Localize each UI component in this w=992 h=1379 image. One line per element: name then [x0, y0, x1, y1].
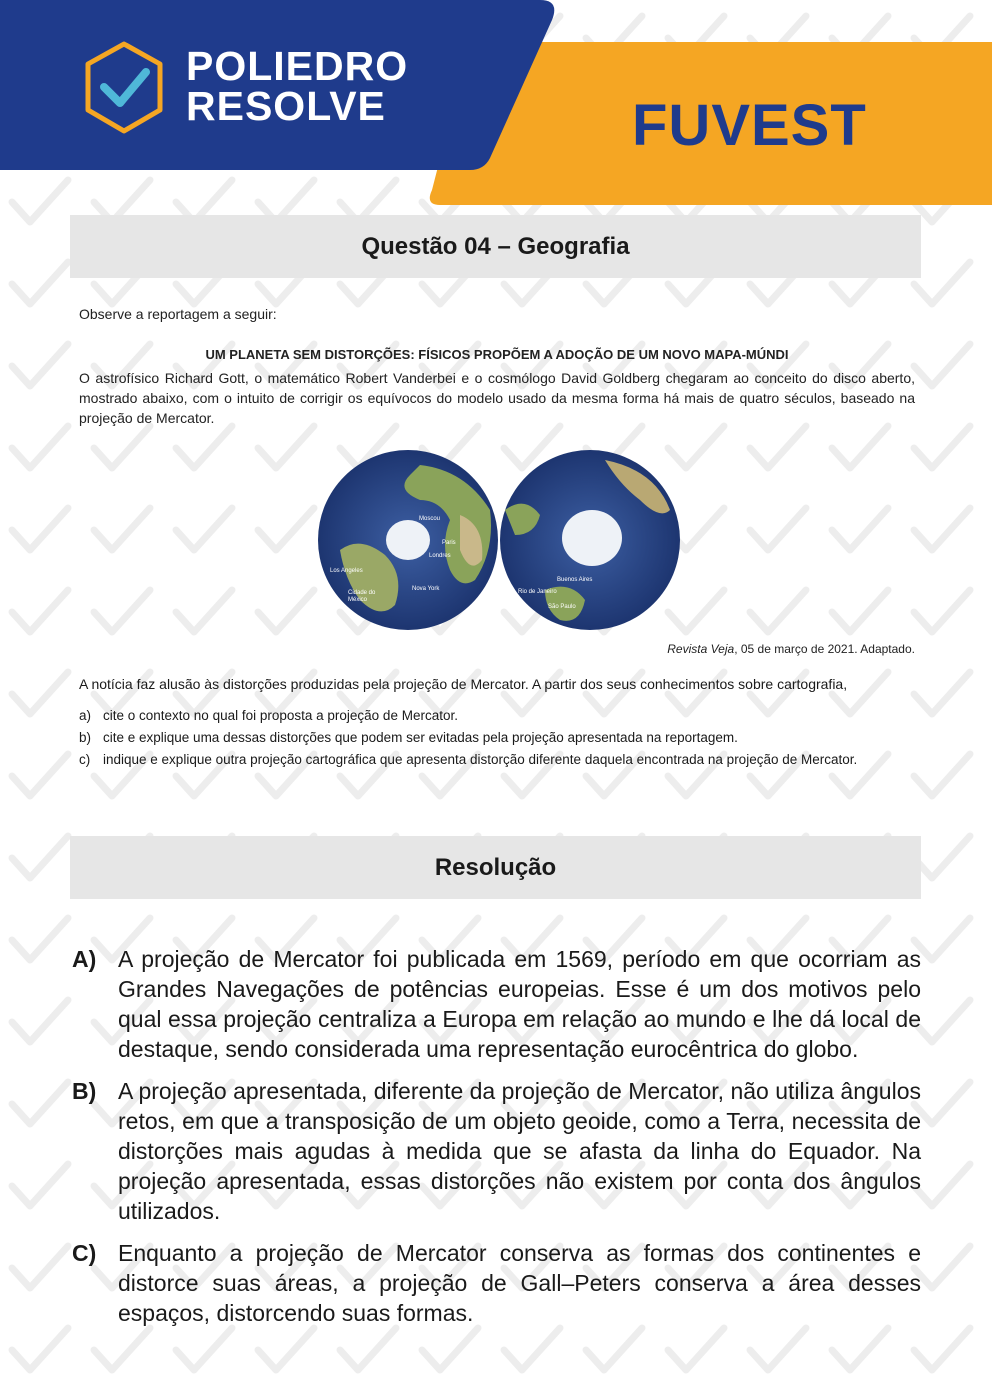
- northern-hemisphere-disc: [318, 450, 498, 630]
- brand-line-1: POLIEDRO: [186, 43, 409, 89]
- answer-text: A projeção de Mercator foi publicada em 1569, período em que ocorriam as Grandes Navegações de potências europeias. Esse é um dos motivos pelo qual essa projeção centraliza a Europa em relação ao mundo e lhe dá local de destaque, sendo considerada uma representação eurocêntrica do globo.: [118, 946, 921, 1062]
- resolution-title: Resolução: [434, 853, 557, 881]
- answer-letter: C): [72, 1240, 97, 1266]
- source-citation: [667, 642, 915, 656]
- item-letter: b): [79, 730, 92, 745]
- item-letter: a): [79, 708, 92, 723]
- answer-item: [72, 1238, 921, 1328]
- question-prompt: A notícia faz alusão às distorções produzidas pela projeção de Mercator. A partir dos seus conhecimentos sobre cartografia,: [79, 676, 848, 692]
- map-label-sao-paulo: São Paulo: [548, 604, 576, 610]
- map-label-los-angeles: Los Angeles: [330, 568, 363, 574]
- map-label-londres: Londres: [429, 553, 451, 559]
- source-date: , 05 de março de 2021. Adaptado.: [734, 642, 915, 656]
- resolution-title-bar: [70, 836, 921, 899]
- article-headline: UM PLANETA SEM DISTORÇÕES: FÍSICOS PROPÕEM A ADOÇÃO DE UM NOVO MAPA-MÚNDI: [205, 347, 789, 362]
- map-label-rio: Rio de Janeiro: [518, 589, 557, 595]
- map-label-nova-york: Nova York: [412, 586, 440, 592]
- question-item: [79, 728, 915, 748]
- source-magazine: Revista Veja: [667, 642, 735, 656]
- answer-text: A projeção apresentada, diferente da projeção de Mercator, não utiliza ângulos retos, em que a transposição de um objeto geoide, como a Terra, necessita de distorções mais agudas à medida que se afasta da linha do Equador. Na projeção apresentada, essas distorções não existem por conta dos ângulos utilizados.: [118, 1078, 921, 1224]
- exam-name: FUVEST: [632, 93, 867, 158]
- item-text: indique e explique outra projeção cartográfica que apresenta distorção diferente daquela encontrada na projeção de Mercator.: [103, 752, 858, 767]
- question-intro: Observe a reportagem a seguir:: [79, 306, 277, 322]
- item-letter: c): [79, 752, 91, 767]
- item-text: cite o contexto no qual foi proposta a projeção de Mercator.: [103, 708, 458, 723]
- open-disc-world-map: [300, 440, 700, 640]
- map-label-paris: Paris: [442, 540, 456, 546]
- question-title: Questão 04 – Geografia: [361, 232, 630, 260]
- answer-letter: B): [72, 1078, 97, 1104]
- answer-letter: A): [72, 946, 97, 972]
- map-label-moscou: Moscou: [419, 516, 441, 522]
- map-label-buenos-aires: Buenos Aires: [557, 577, 593, 583]
- item-text: cite e explique uma dessas distorções que podem ser evitadas pela projeção apresentada na reportagem.: [103, 730, 738, 745]
- question-items: [79, 706, 915, 772]
- answer-text: Enquanto a projeção de Mercator conserva as formas dos continentes e distorce suas áreas, a projeção de Gall–Peters conserva a área desses espaços, distorcendo suas formas.: [118, 1240, 921, 1326]
- map-label-cidade: Cidade do: [348, 590, 376, 596]
- southern-hemisphere-disc: [500, 450, 680, 630]
- question-title-bar: [70, 215, 921, 278]
- answers-list: [72, 944, 921, 1340]
- question-block: [79, 300, 915, 428]
- map-label-mexico: México: [348, 597, 368, 603]
- article-body: O astrofísico Richard Gott, o matemático Robert Vanderbei e o cosmólogo David Goldberg chegaram ao conceito do disco aberto, mostrado abaixo, com o intuito de corrigir os equívocos do modelo usado da mesma forma há mais de quatro séculos, baseado na projeção de Mercator.: [79, 370, 915, 426]
- answer-item: [72, 1076, 921, 1226]
- brand-line-2: RESOLVE: [186, 83, 386, 129]
- brand-title: [186, 43, 409, 129]
- question-item: [79, 750, 915, 770]
- question-item: [79, 706, 915, 726]
- answer-item: [72, 944, 921, 1064]
